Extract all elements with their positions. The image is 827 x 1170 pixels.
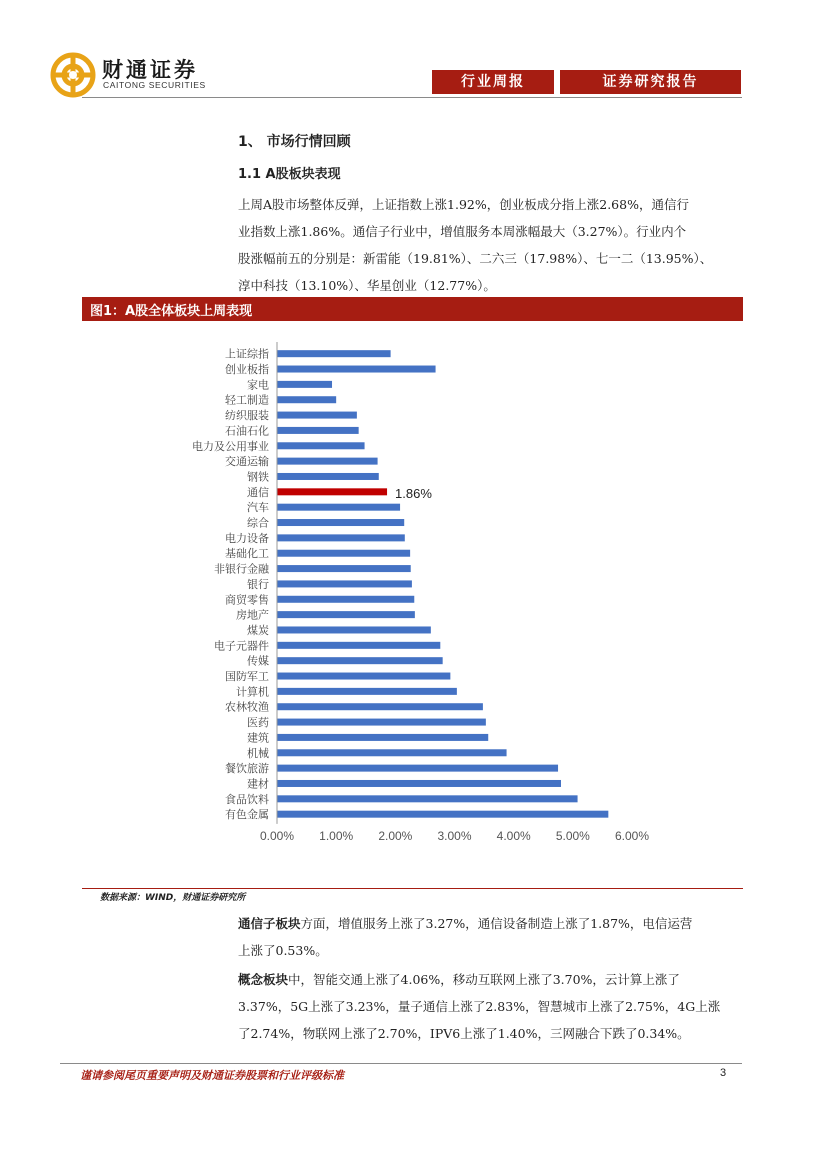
chart-category-label: 计算机 (236, 685, 269, 699)
chart-bar (277, 795, 578, 802)
chart-bar (277, 626, 431, 633)
chart-bar (277, 550, 410, 557)
page-number: 3 (720, 1067, 727, 1079)
chart-category-label: 纺织服装 (225, 409, 269, 423)
intro-line: 淳中科技（13.10%）、华星创业（12.77%）。 (238, 278, 496, 293)
sub-sector-text: 方面，增值服务上涨了3.27%，通信设备制造上涨了1.87%，电信运营 (300, 916, 693, 931)
intro-line: 业指数上涨1.86%。通信子行业中，增值服务本周涨幅最大（3.27%）。行业内个 (238, 224, 687, 239)
concept-line: 3.37%，5G上涨了3.23%，量子通信上涨了2.83%，智慧城市上涨了2.75%，4G上涨 (238, 999, 721, 1014)
chart-bar (277, 780, 561, 787)
chart-category-label: 钢铁 (247, 470, 269, 484)
logo-english-name: CAITONG SECURITIES (103, 80, 206, 90)
chart-category-label: 上证综指 (225, 347, 269, 361)
chart-bar (277, 396, 336, 403)
chart-category-label: 医药 (247, 716, 269, 730)
chart-category-label: 食品饮料 (225, 792, 269, 806)
chart-tick-label: 2.00% (378, 828, 413, 843)
subsection-heading: 1.1 A股板块表现 (238, 167, 341, 182)
chart-bar (277, 350, 391, 357)
chart-category-label: 餐饮旅游 (225, 762, 269, 776)
chart-tick-label: 3.00% (437, 828, 472, 843)
chart-category-label: 汽车 (247, 501, 269, 515)
chart-bar (277, 703, 483, 710)
chart-bar (277, 534, 405, 541)
chart-bar (277, 488, 387, 495)
chart-tick-label: 5.00% (555, 828, 590, 843)
chart-category-label: 轻工制造 (225, 393, 269, 407)
chart-bar (277, 412, 357, 419)
chart-bar (277, 442, 365, 449)
header-divider (82, 97, 742, 98)
chart-category-label: 综合 (247, 516, 269, 530)
chart-data-label: 1.86% (395, 485, 432, 501)
intro-line: 上周A股市场整体反弹，上证指数上涨1.92%，创业板成分指上涨2.68%，通信行 (238, 197, 689, 212)
logo-chinese-name: 财通证券 (102, 58, 198, 82)
chart-tick-label: 1.00% (319, 828, 354, 843)
chart-bar (277, 749, 507, 756)
chart-bar (277, 366, 436, 373)
chart-category-label: 电力设备 (225, 531, 269, 545)
chart-bar (277, 458, 378, 465)
chart-bar (277, 642, 440, 649)
data-source: 数据来源：WIND，财通证券研究所 (100, 893, 246, 903)
concept-line (238, 966, 744, 993)
sector-performance-chart (82, 330, 743, 850)
chart-category-label: 农林牧渔 (225, 700, 269, 714)
chart-bar (277, 504, 400, 511)
company-logo (50, 52, 230, 98)
chart-bar (277, 427, 359, 434)
intro-paragraph (238, 191, 744, 299)
chart-category-label: 机械 (247, 746, 269, 760)
chart-category-label: 建材 (247, 777, 269, 791)
tag-industry-weekly: 行业周报 (432, 70, 554, 94)
footer-divider (60, 1063, 742, 1064)
chart-tick-label: 4.00% (496, 828, 531, 843)
footer-disclaimer: 谨请参阅尾页重要声明及财通证券股票和行业评级标准 (80, 1069, 344, 1082)
concept-lead: 概念板块 (238, 972, 289, 987)
chart-category-label: 商贸零售 (225, 593, 269, 607)
intro-line: 股涨幅前五的分别是：新雷能（19.81%）、二六三（17.98%）、七一二（13.95%）、 (238, 251, 713, 266)
chart-category-label: 建筑 (247, 731, 269, 745)
chart-bar (277, 688, 457, 695)
chart-bar (277, 565, 411, 572)
chart-tick-label: 0.00% (259, 828, 295, 843)
source-divider (82, 888, 743, 889)
sub-sector-lead: 通信子板块 (238, 916, 301, 931)
chart-category-label: 石油石化 (225, 424, 269, 438)
chart-bar (277, 734, 488, 741)
chart-category-label: 煤炭 (247, 623, 269, 637)
chart-category-label: 传媒 (247, 654, 269, 668)
concept-line: 了2.74%，物联网上涨了2.70%，IPV6上涨了1.40%，三网融合下跌了0.34%。 (238, 1026, 690, 1041)
chart-tick-label: 6.00% (614, 828, 650, 843)
chart-bar (277, 381, 332, 388)
chart-category-label: 有色金属 (225, 808, 269, 822)
chart-category-label: 房地产 (236, 608, 269, 622)
caitong-emblem-icon (50, 52, 96, 98)
chart-category-label: 基础化工 (225, 547, 269, 561)
chart-bar (277, 580, 412, 587)
concept-text: 中，智能交通上涨了4.06%，移动互联网上涨了3.70%，云计算上涨了 (288, 972, 680, 987)
chart-bar (277, 611, 415, 618)
chart-category-label: 家电 (247, 378, 269, 392)
chart-category-label: 电力及公用事业 (192, 439, 269, 453)
sub-sector-line (238, 910, 744, 937)
chart-category-label: 交通运输 (225, 455, 269, 469)
sub-sector-paragraph (238, 910, 744, 964)
chart-category-label: 银行 (247, 577, 269, 591)
figure-title: 图1：A股全体板块上周表现 (90, 304, 253, 319)
sub-sector-line: 上涨了0.53%。 (238, 943, 328, 958)
chart-bar (277, 719, 486, 726)
chart-bar (277, 596, 414, 603)
chart-bar (277, 519, 404, 526)
tag-research-report: 证券研究报告 (560, 70, 741, 94)
chart-category-label: 非银行金融 (214, 562, 269, 576)
chart-category-label: 电子元器件 (214, 639, 269, 653)
chart-category-label: 通信 (247, 485, 269, 499)
chart-bar (277, 811, 608, 818)
chart-bar (277, 473, 379, 480)
chart-bar (277, 765, 558, 772)
chart-bar (277, 673, 450, 680)
section-heading: 1、 市场行情回顾 (238, 134, 351, 150)
chart-category-label: 国防军工 (225, 670, 269, 684)
concept-paragraph (238, 966, 744, 1047)
chart-category-label: 创业板指 (225, 363, 269, 377)
chart-bar (277, 657, 443, 664)
